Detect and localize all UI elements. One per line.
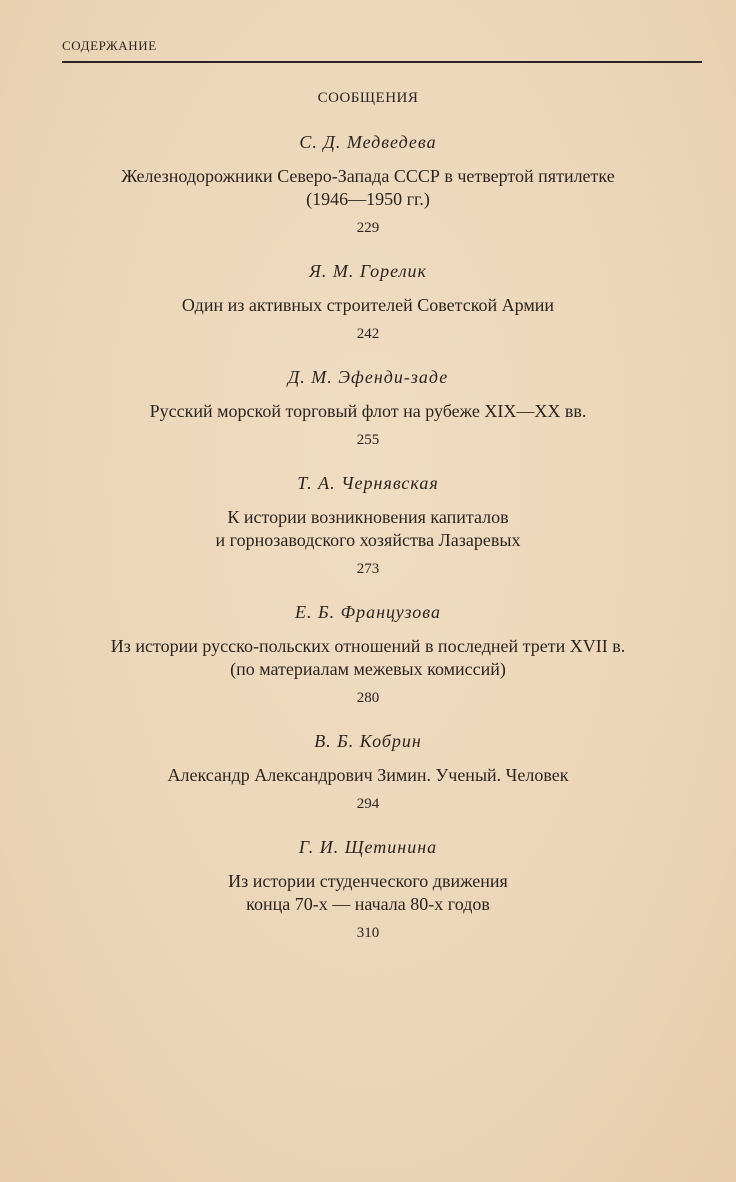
toc-entry (0, 258, 736, 345)
entry-page-number: 229 (356, 220, 380, 236)
running-head: СОДЕРЖАНИЕ (62, 38, 157, 53)
entry-page-number: 280 (356, 690, 380, 706)
toc-entry (0, 470, 736, 580)
toc-entry (0, 834, 736, 944)
entry-title: Александр Александрович Зимин. Ученый. Человек (167, 765, 569, 785)
header-rule (62, 61, 702, 63)
entry-author: Г. И. Щетинина (298, 837, 438, 857)
entry-title: К истории возникновения капиталов и горнозаводского хозяйства Лазаревых (215, 507, 521, 550)
entry-page-number: 242 (356, 326, 380, 342)
entry-title: Из истории студенческого движения конца 70-х — начала 80-х годов (228, 871, 508, 914)
entry-title: Из истории русско-польских отношений в последней трети XVII в. (по материалам межевых комиссий) (110, 636, 626, 679)
entry-author: Т. А. Чернявская (297, 473, 439, 493)
toc-entry (0, 599, 736, 709)
toc-entry (0, 364, 736, 451)
entry-author: Е. Б. Французова (294, 602, 441, 622)
entry-title: Русский морской торговый флот на рубеже XIX—XX вв. (149, 401, 587, 421)
entry-author: Д. М. Эфенди-заде (287, 367, 449, 387)
entry-author: С. Д. Медведева (299, 132, 437, 152)
entry-page-number: 310 (356, 925, 380, 941)
entry-page-number: 255 (356, 432, 380, 448)
toc-entry (0, 129, 736, 239)
entry-page-number: 273 (356, 561, 380, 577)
entry-title: Один из активных строителей Советской Армии (181, 295, 555, 315)
entry-page-number: 294 (356, 796, 380, 812)
entry-title: Железнодорожники Северо-Запада СССР в четвертой пятилетке (1946—1950 гг.) (121, 166, 615, 209)
toc-entry (0, 728, 736, 815)
toc-entries (0, 129, 736, 944)
entry-author: Я. М. Горелик (309, 261, 427, 281)
section-title: СООБЩЕНИЯ (317, 90, 419, 106)
entry-author: В. Б. Кобрин (314, 731, 422, 751)
